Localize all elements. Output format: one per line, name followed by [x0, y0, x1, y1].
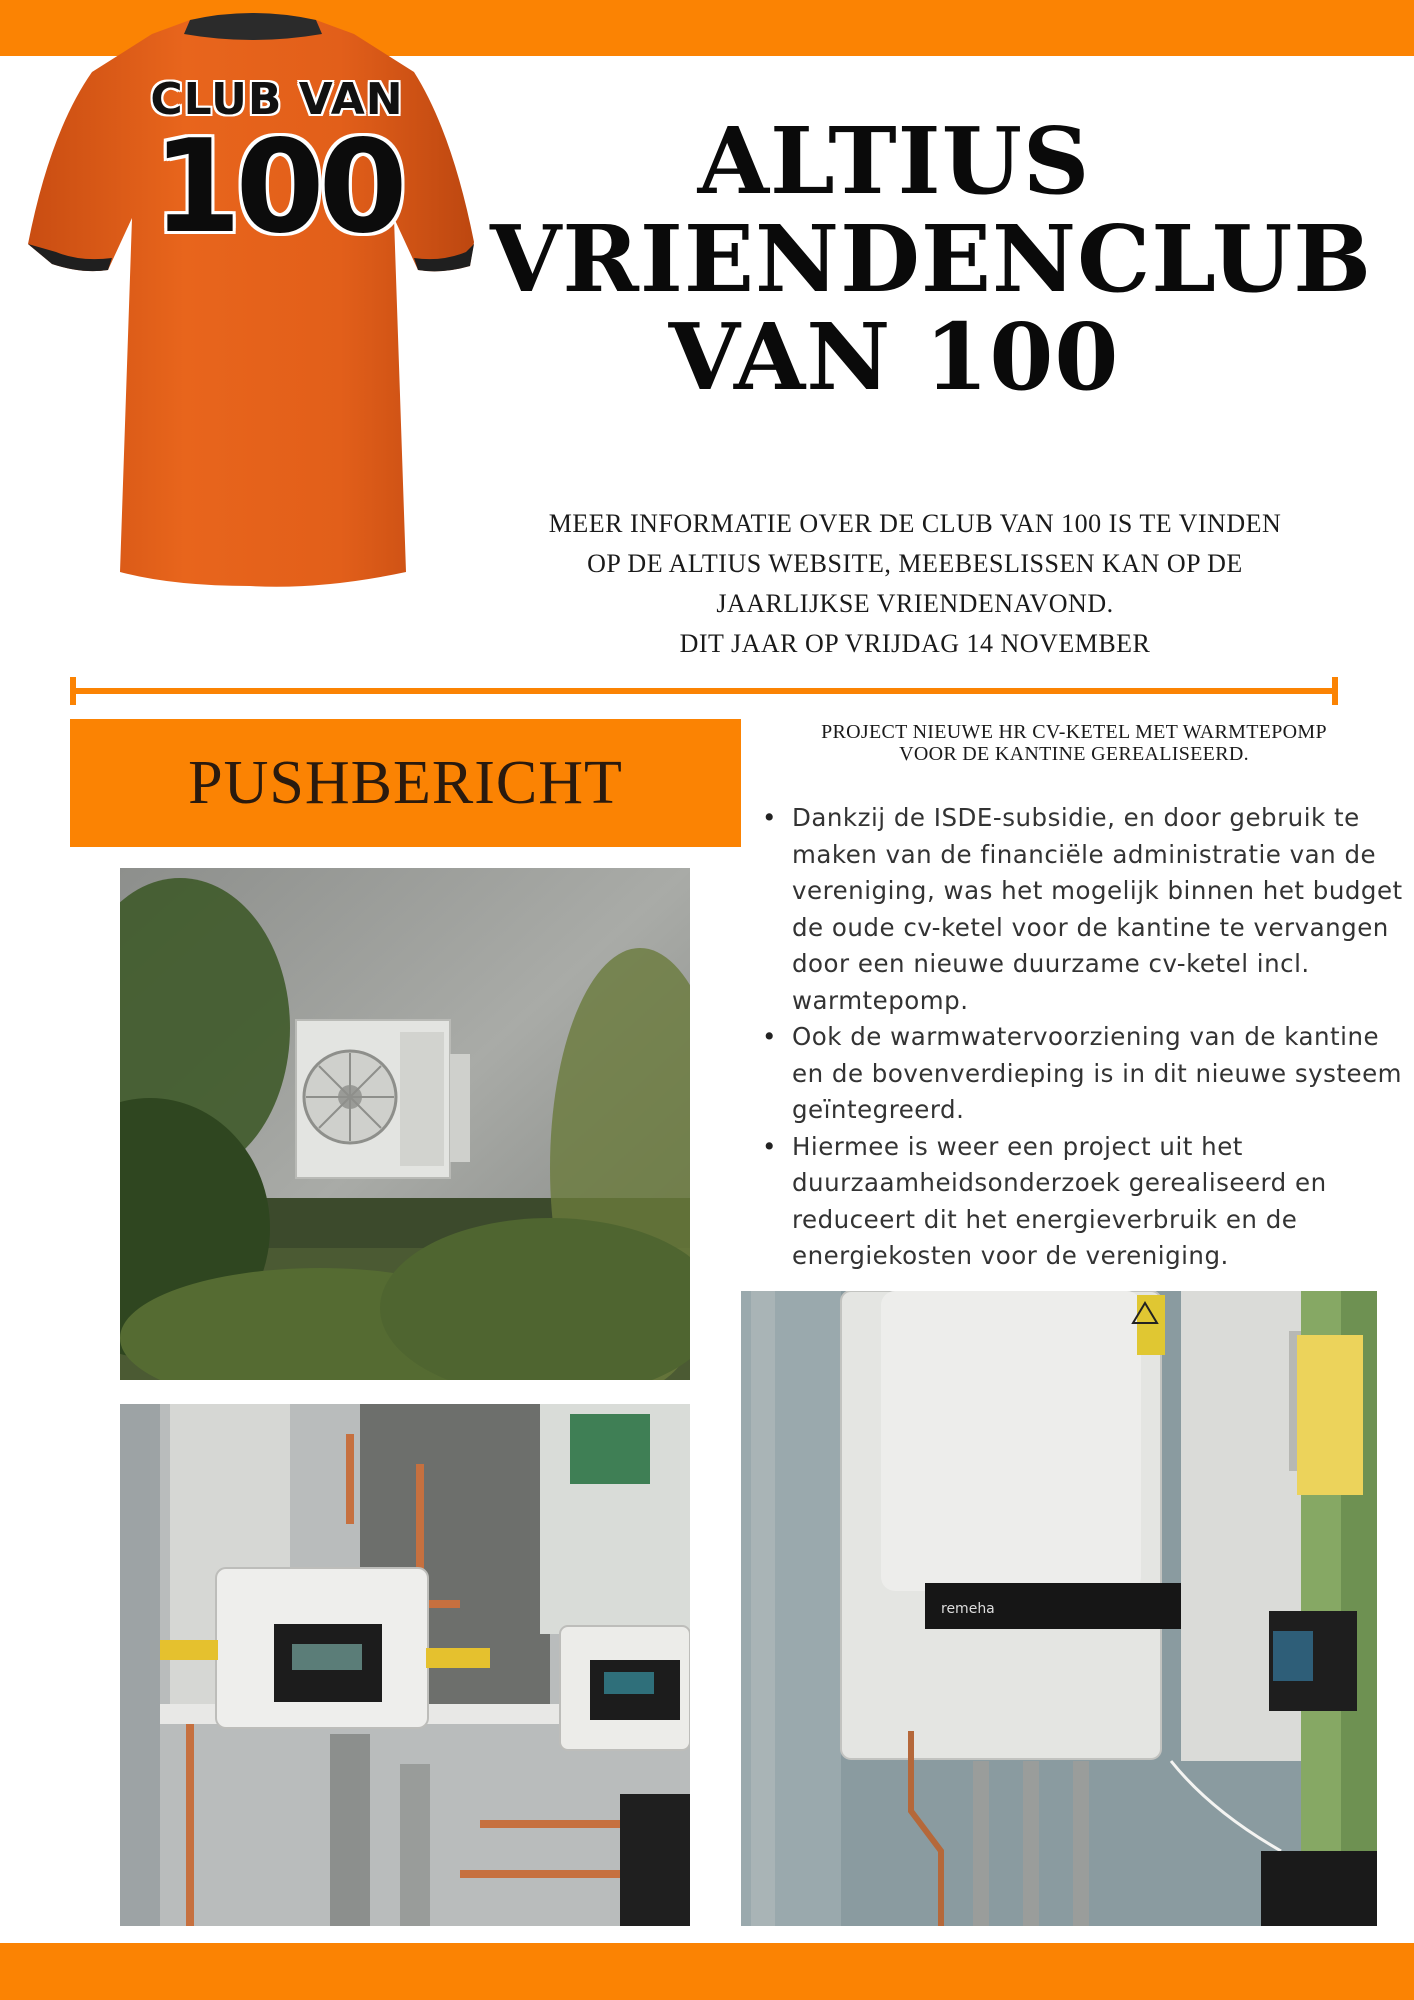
- project-heading-line-1: PROJECT NIEUWE HR CV-KETEL MET WARMTEPOMP: [821, 721, 1327, 743]
- bullet-item: • Hiermee is weer een project uit het duurzaamheidsonderzoek gerealiseerd en reduceert dit het energieverbruik en de energiekosten voor de vereniging.: [792, 1129, 1412, 1275]
- section-divider: [72, 688, 1336, 694]
- divider-right-cap: [1332, 677, 1338, 705]
- project-heading-line-2: VOOR DE KANTINE GEREALISEERD.: [899, 743, 1249, 765]
- title-line-2: VRIENDENCLUB: [490, 205, 1372, 313]
- project-heading: [764, 721, 1384, 765]
- divider-left-cap: [70, 677, 76, 705]
- info-line-3: JAARLIJKSE VRIENDENAVOND.: [716, 589, 1114, 618]
- orange-jersey-image: [22, 12, 484, 592]
- jersey-club-text: CLUB VAN: [150, 74, 404, 125]
- heat-pump-photo: [120, 868, 690, 1380]
- bottom-accent-bar: [0, 1943, 1414, 2000]
- bullet-item: • Ook de warmwatervoorziening van de kantine en de bovenverdieping is in dit nieuwe systeem geïntegreerd.: [792, 1019, 1412, 1129]
- title-line-3: VAN 100: [668, 303, 1120, 411]
- jersey-number-text: 100: [152, 113, 402, 262]
- pushbericht-label: PUSHBERICHT: [188, 748, 623, 817]
- boiler-internals-photo: [120, 1404, 690, 1926]
- new-boiler-photo: [741, 1291, 1377, 1926]
- bullet-item: • Dankzij de ISDE-subsidie, en door gebruik te maken van de financiële administratie van de vereniging, was het mogelijk binnen het budget de oude cv-ketel voor de kantine te vervangen door een nieuwe duurzame cv-ketel incl. warmtepomp.: [792, 800, 1412, 1019]
- title-line-1: ALTIUS: [697, 107, 1091, 215]
- info-line-2: OP DE ALTIUS WEBSITE, MEEBESLISSEN KAN OP DE: [587, 549, 1243, 578]
- pushbericht-banner: [70, 719, 741, 847]
- boiler-brand-text: remeha: [941, 1601, 995, 1617]
- info-line-1: MEER INFORMATIE OVER DE CLUB VAN 100 IS TE VINDEN: [548, 509, 1282, 538]
- page-title: [490, 107, 1372, 411]
- info-line-4: DIT JAAR OP VRIJDAG 14 NOVEMBER: [679, 629, 1151, 658]
- info-text: [505, 504, 1325, 664]
- project-bullet-list: [762, 800, 1412, 1275]
